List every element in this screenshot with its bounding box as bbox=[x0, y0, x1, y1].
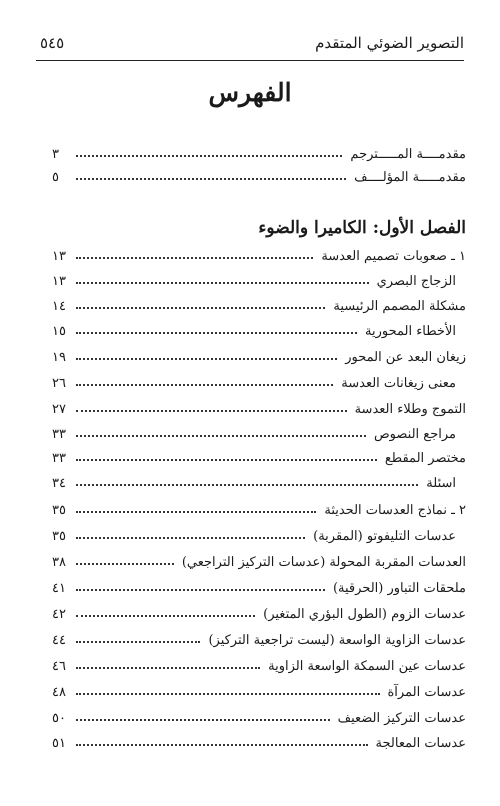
toc-entry-page: ٤٤ bbox=[52, 633, 66, 648]
toc-entry-label: مقدمـــــة المؤلــــف bbox=[354, 170, 466, 185]
toc-entry-label: التموج وطلاء العدسة bbox=[354, 402, 466, 417]
running-header bbox=[36, 28, 464, 61]
toc-entry[interactable] bbox=[52, 678, 466, 700]
toc-entry[interactable] bbox=[52, 574, 466, 596]
toc-entry-label: الأخطاء المحورية bbox=[365, 324, 456, 339]
toc-entry[interactable] bbox=[52, 267, 456, 289]
leader-dots bbox=[76, 178, 346, 180]
toc-entry-label: عدسات المعالجة bbox=[375, 736, 466, 751]
leader-dots bbox=[76, 511, 316, 513]
toc-entry-label: عدسات التركيز الضعيف bbox=[337, 711, 466, 726]
toc-entry-translator-intro[interactable] bbox=[52, 140, 466, 162]
toc-entry-label: الزجاج البصري bbox=[376, 274, 456, 289]
leader-dots bbox=[76, 615, 255, 617]
toc-entry-page: ٥٠ bbox=[52, 711, 66, 726]
leader-dots bbox=[76, 257, 313, 259]
toc-entry-page: ٣٥ bbox=[52, 503, 66, 518]
page-title: الفهرس bbox=[208, 78, 292, 107]
toc-entry[interactable] bbox=[52, 522, 456, 544]
toc-entry[interactable] bbox=[52, 343, 466, 365]
leader-dots bbox=[76, 667, 260, 669]
toc-entry[interactable] bbox=[52, 444, 466, 466]
toc-entry[interactable] bbox=[52, 496, 466, 518]
toc-entry-label: مشكلة المصمم الرئيسية bbox=[333, 299, 466, 314]
toc-entry-page: ٣٣ bbox=[52, 427, 66, 442]
leader-dots bbox=[76, 589, 325, 591]
toc-entry-label: العدسات المقربة المحولة (عدسات التركيز التراجعي) bbox=[181, 555, 466, 570]
toc-entry-page: ١٤ bbox=[52, 299, 66, 314]
leader-dots bbox=[76, 155, 342, 157]
toc-entry-page: ٣ bbox=[52, 147, 59, 162]
toc-entry-label: معنى زيغانات العدسة bbox=[341, 376, 456, 391]
toc-entry-page: ٢٧ bbox=[52, 402, 66, 417]
leader-dots bbox=[76, 282, 369, 284]
toc-entry[interactable] bbox=[52, 548, 466, 570]
leader-dots bbox=[76, 719, 330, 721]
toc-entry[interactable] bbox=[52, 420, 456, 442]
toc-entry-page: ٥ bbox=[52, 170, 59, 185]
page-number: ٥٤٥ bbox=[40, 34, 65, 52]
toc-entry-page: ١٣ bbox=[52, 249, 66, 264]
toc-entry-label: اسئلة bbox=[426, 476, 456, 491]
toc-entry-label: مختصر المقطع bbox=[384, 451, 466, 466]
leader-dots bbox=[76, 484, 418, 486]
toc-entry-page: ٣٨ bbox=[52, 555, 66, 570]
toc-entry-label: زيغان البعد عن المحور bbox=[345, 350, 466, 365]
toc-entry-label: عدسات الزوم (الطول البؤري المتغير) bbox=[263, 607, 466, 622]
toc-entry-page: ٥١ bbox=[52, 736, 66, 751]
toc-entry-page: ٣٣ bbox=[52, 451, 66, 466]
toc-entry-author-intro[interactable] bbox=[52, 163, 466, 185]
leader-dots bbox=[76, 459, 377, 461]
leader-dots bbox=[76, 307, 325, 309]
toc-entry-page: ١٩ bbox=[52, 350, 66, 365]
toc-entry-label: عدسات الزاوية الواسعة (ليست تراجعية التركيز) bbox=[208, 633, 466, 648]
toc-entry-page: ١٣ bbox=[52, 274, 66, 289]
toc-entry-label: ٢ ـ نماذج العدسات الحديثة bbox=[324, 503, 466, 518]
toc-entry-label: عدسات التليفوتو (المقربة) bbox=[313, 529, 456, 544]
toc-entry[interactable] bbox=[52, 600, 466, 622]
toc-entry-label: عدسات عين السمكة الواسعة الزاوية bbox=[268, 659, 466, 674]
toc-entry-label: مراجع النصوص bbox=[373, 427, 456, 442]
toc-entry[interactable] bbox=[52, 242, 466, 264]
toc-entry-label: ملحقات التباور (الحرقية) bbox=[332, 581, 466, 596]
toc-entry[interactable] bbox=[52, 652, 466, 674]
toc-entry-page: ٢٦ bbox=[52, 376, 66, 391]
toc-entry-page: ٤٨ bbox=[52, 685, 66, 700]
toc-entry[interactable] bbox=[52, 626, 466, 648]
chapter-heading: الفصل الأول: الكاميرا والضوء bbox=[258, 218, 466, 238]
toc-entry-page: ٤٦ bbox=[52, 659, 66, 674]
leader-dots bbox=[76, 332, 357, 334]
toc-entry-page: ٤١ bbox=[52, 581, 66, 596]
leader-dots bbox=[76, 358, 337, 360]
toc-entry-label: عدسات المرآة bbox=[387, 685, 466, 700]
toc-entry[interactable] bbox=[52, 395, 466, 417]
toc-entry[interactable] bbox=[52, 729, 466, 751]
toc-entry[interactable] bbox=[52, 469, 456, 491]
leader-dots bbox=[76, 384, 333, 386]
toc-entry-page: ١٥ bbox=[52, 324, 66, 339]
running-header-title: التصوير الضوئي المتقدم bbox=[315, 34, 464, 52]
leader-dots bbox=[76, 693, 380, 695]
toc-entry[interactable] bbox=[52, 704, 466, 726]
leader-dots bbox=[76, 641, 200, 643]
toc-entry-page: ٤٢ bbox=[52, 607, 66, 622]
leader-dots bbox=[76, 435, 366, 437]
toc-entry[interactable] bbox=[52, 317, 456, 339]
leader-dots bbox=[76, 410, 347, 412]
toc-entry-page: ٣٤ bbox=[52, 476, 66, 491]
leader-dots bbox=[76, 537, 305, 539]
toc-entry-page: ٣٥ bbox=[52, 529, 66, 544]
leader-dots bbox=[76, 744, 368, 746]
toc-entry[interactable] bbox=[52, 369, 456, 391]
toc-entry-label: مقدمــــة المـــــترجم bbox=[350, 147, 466, 162]
toc-entry-label: ١ ـ صعوبات تصميم العدسة bbox=[321, 249, 466, 264]
leader-dots bbox=[76, 563, 174, 565]
toc-entry[interactable] bbox=[52, 292, 466, 314]
